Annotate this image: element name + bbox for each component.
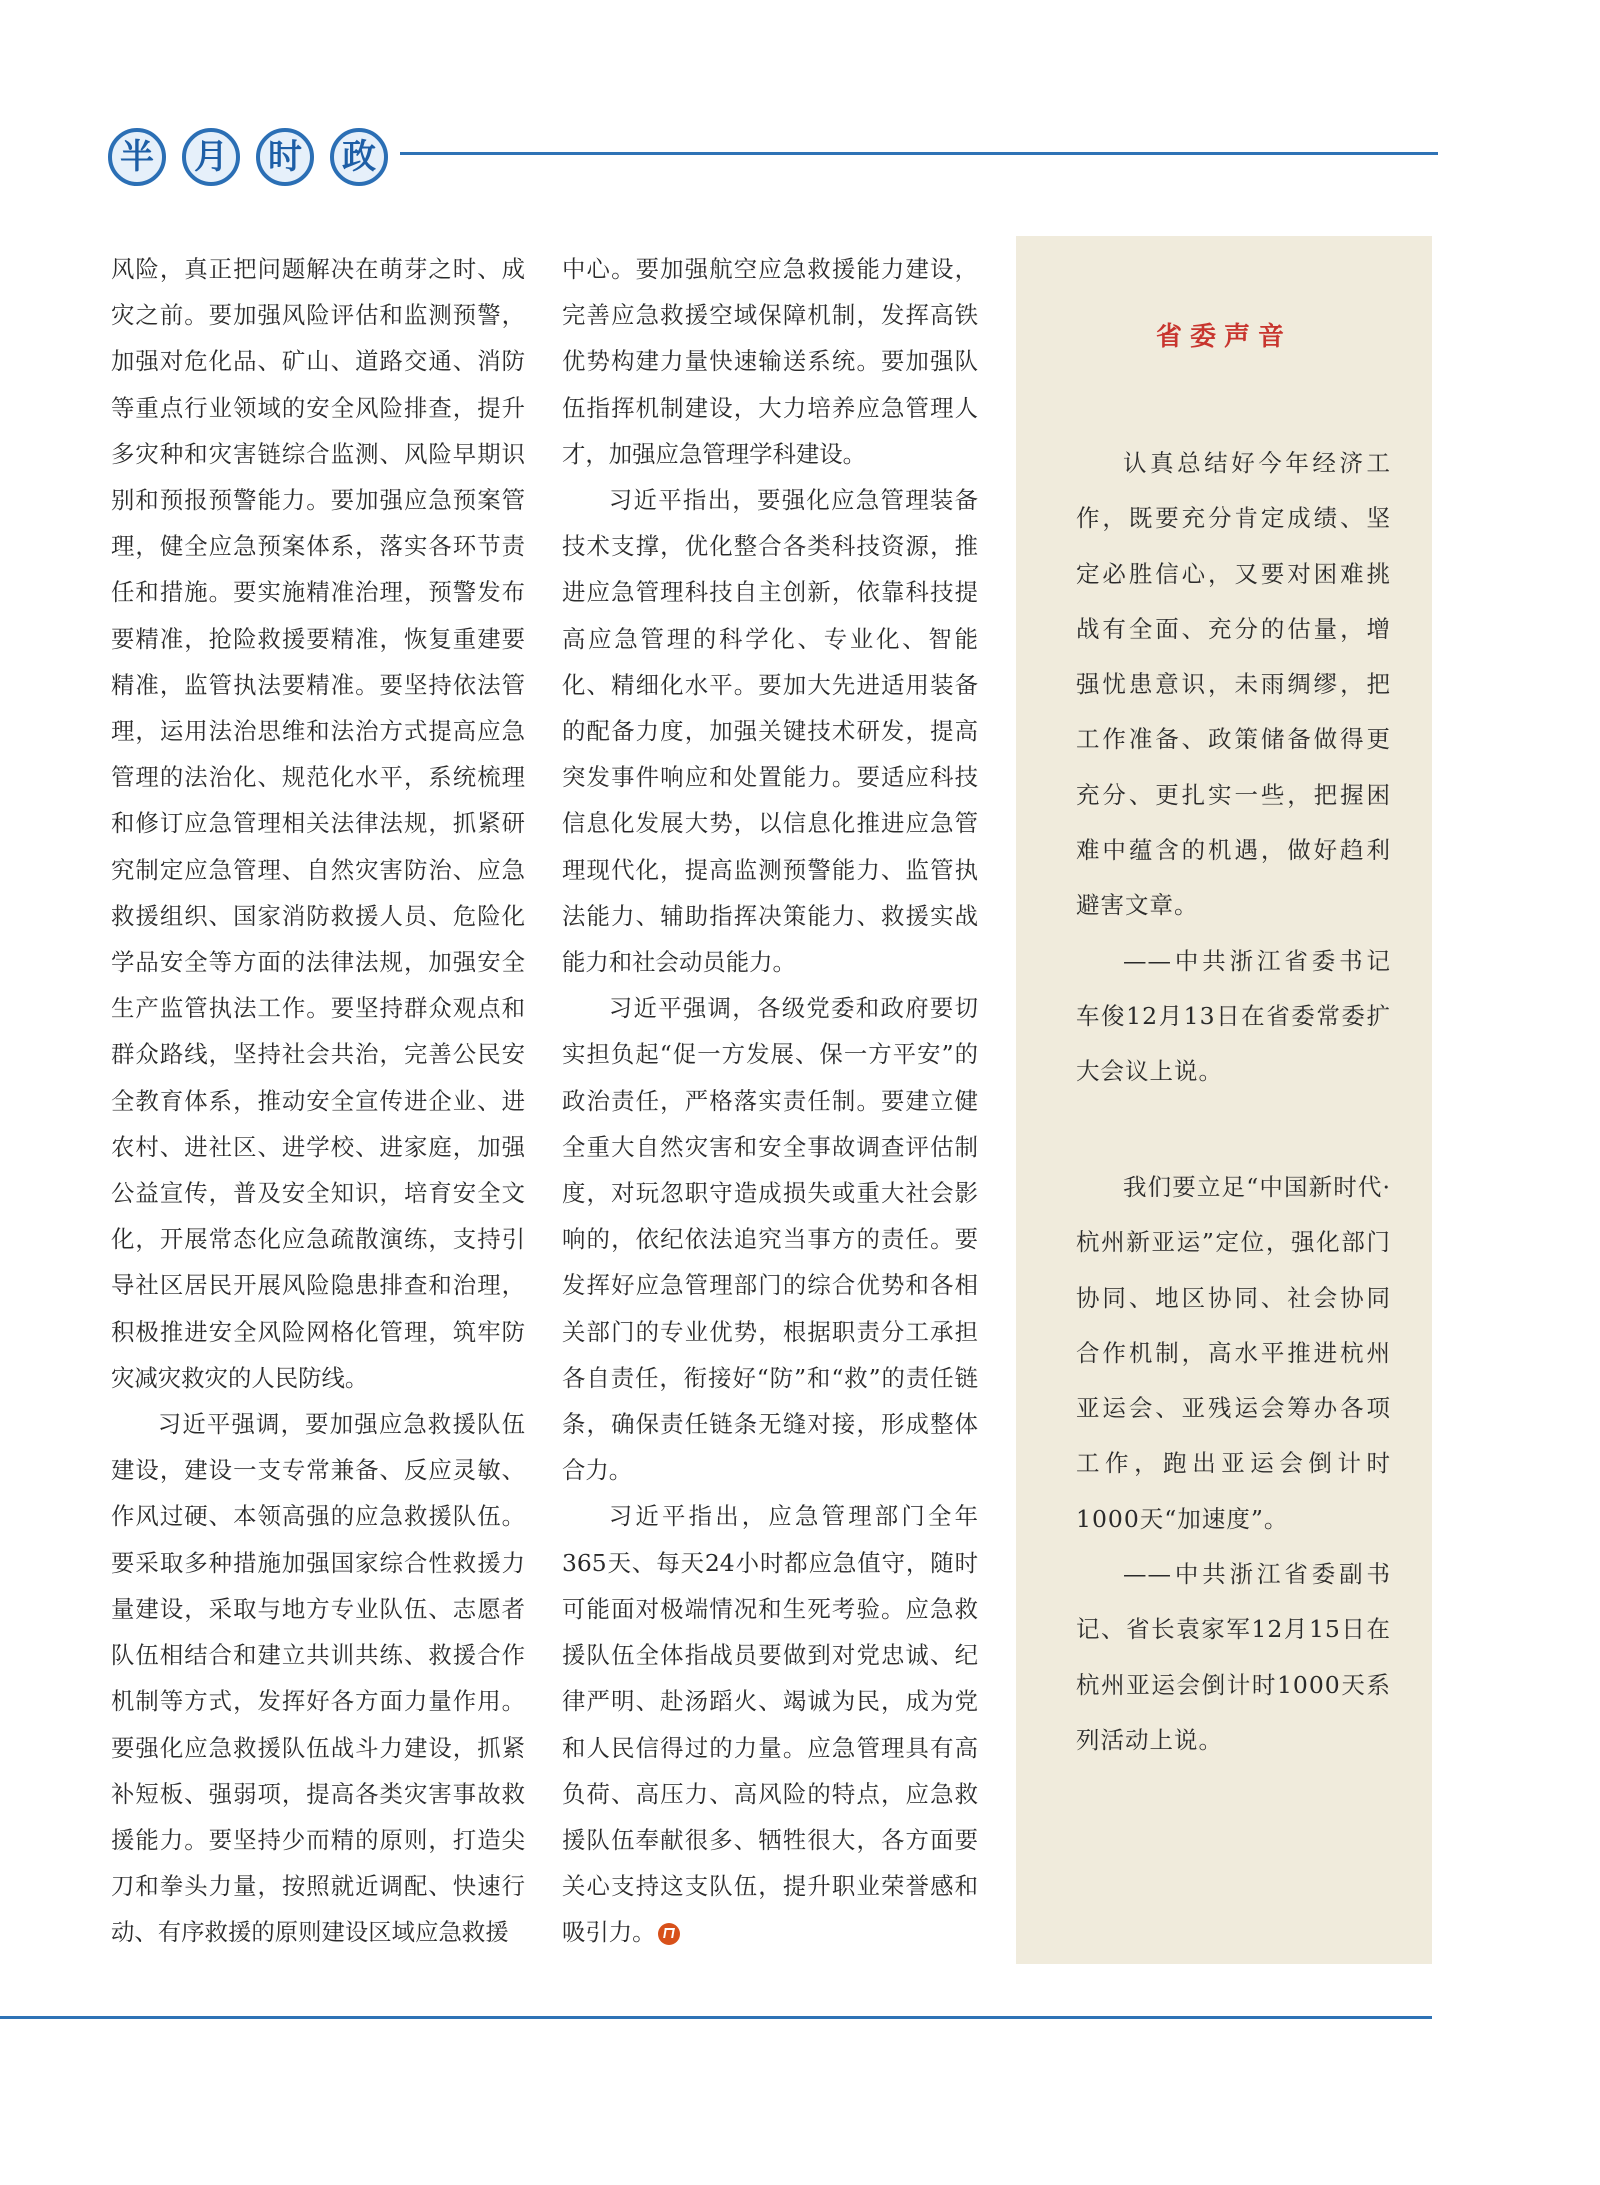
- article-column-2: [562, 246, 978, 1956]
- article-column-1: [111, 246, 525, 1956]
- quote-text: 我们要立足“中国新时代·杭州新亚运”定位，强化部门协同、地区协同、社会协同合作机制，高水平推进杭州亚运会、亚残运会筹办各项工作，跑出亚运会倒计时1000天“加速度”。: [1076, 1173, 1391, 1533]
- footer-rule: [0, 2016, 1432, 2019]
- quote-source: ——中共浙江省委副书记、省长袁家军12月15日在杭州亚运会倒计时1000天系列活动上说。: [1076, 1560, 1391, 1754]
- article-paragraph: 中心。要加强航空应急救援能力建设，完善应急救援空域保障机制，发挥高铁优势构建力量快速输送系统。要加强队伍指挥机制建设，大力培养应急管理人才，加强应急管理学科建设。: [562, 255, 978, 468]
- masthead-char: 政: [330, 128, 388, 186]
- sidebar-title: 省委声音: [1155, 322, 1292, 352]
- masthead-char: 半: [108, 128, 166, 186]
- masthead-char: 时: [256, 128, 314, 186]
- sidebar-box: [1016, 236, 1432, 1964]
- article-paragraph: 习近平强调，各级党委和政府要切实担负起“促一方发展、保一方平安”的政治责任，严格落实责任制。要建立健全重大自然灾害和安全事故调查评估制度，对玩忽职守造成损失或重大社会影响的，依纪依法追究当事方的责任。要发挥好应急管理部门的综合优势和各相关部门的专业优势，根据职责分工承担各自责任，衔接好“防”和“救”的责任链条，确保责任链条无缝对接，形成整体合力。: [562, 994, 978, 1485]
- sidebar-quote-2: [1076, 1160, 1391, 1768]
- quote-source: ——中共浙江省委书记车俊12月13日在省委常委扩大会议上说。: [1076, 946, 1391, 1086]
- masthead-rule: [400, 152, 1438, 155]
- quote-text: 认真总结好今年经济工作，既要充分肯定成绩、坚定必胜信心，又要对困难挑战有全面、充分的估量，增强忧患意识，未雨绸缪，把工作准备、政策储备做得更充分、更扎实一些，把握困难中蕴含的机遇，做好趋利避害文章。: [1076, 449, 1391, 920]
- sidebar-quote-1: [1076, 436, 1391, 1100]
- article-paragraph: 习近平强调，要加强应急救援队伍建设，建设一支专常兼备、反应灵敏、作风过硬、本领高强的应急救援队伍。要采取多种措施加强国家综合性救援力量建设，采取与地方专业队伍、志愿者队伍相结合和建立共训共练、救援合作机制等方式，发挥好各方面力量作用。要强化应急救援队伍战斗力建设，抓紧补短板、强弱项，提高各类灾害事故救援能力。要坚持少而精的原则，打造尖刀和拳头力量，按照就近调配、快速行动、有序救援的原则建设区域应急救援: [111, 1410, 525, 1947]
- article-paragraph: 习近平指出，要强化应急管理装备技术支撑，优化整合各类科技资源，推进应急管理科技自主创新，依靠科技提高应急管理的科学化、专业化、智能化、精细化水平。要加大先进适用装备的配备力度，加强关键技术研发，提高突发事件响应和处置能力。要适应科技信息化发展大势，以信息化推进应急管理现代化，提高监测预警能力、监管执法能力、辅助指挥决策能力、救援实战能力和社会动员能力。: [562, 486, 978, 977]
- section-masthead: [108, 124, 1438, 194]
- masthead-char: 月: [182, 128, 240, 186]
- article-paragraph: [562, 1493, 978, 1955]
- article-paragraph: 风险，真正把问题解决在萌芽之时、成灾之前。要加强风险评估和监测预警，加强对危化品、矿山、道路交通、消防等重点行业领域的安全风险排查，提升多灾种和灾害链综合监测、风险早期识别和预报预警能力。要加强应急预案管理，健全应急预案体系，落实各环节责任和措施。要实施精准治理，预警发布要精准，抢险救援要精准，恢复重建要精准，监管执法要精准。要坚持依法管理，运用法治思维和法治方式提高应急管理的法治化、规范化水平，系统梳理和修订应急管理相关法律法规，抓紧研究制定应急管理、自然灾害防治、应急救援组织、国家消防救援人员、危险化学品安全等方面的法律法规，加强安全生产监管执法工作。要坚持群众观点和群众路线，坚持社会共治，完善公民安全教育体系，推动安全宣传进企业、进农村、进社区、进学校、进家庭，加强公益宣传，普及安全知识，培育安全文化，开展常态化应急疏散演练，支持引导社区居民开展风险隐患排查和治理，积极推进安全风险网格化管理，筑牢防灾减灾救灾的人民防线。: [111, 255, 525, 1392]
- article-paragraph-text: 习近平指出，应急管理部门全年365天、每天24小时都应急值守，随时可能面对极端情况和生死考验。应急救援队伍全体指战员要做到对党忠诚、纪律严明、赴汤蹈火、竭诚为民，成为党和人民信得过的力量。应急管理具有高负荷、高压力、高风险的特点，应急救援队伍奉献很多、牺牲很大，各方面要关心支持这支队伍，提升职业荣誉感和吸引力。: [562, 1502, 978, 1947]
- end-mark-icon: [658, 1923, 680, 1945]
